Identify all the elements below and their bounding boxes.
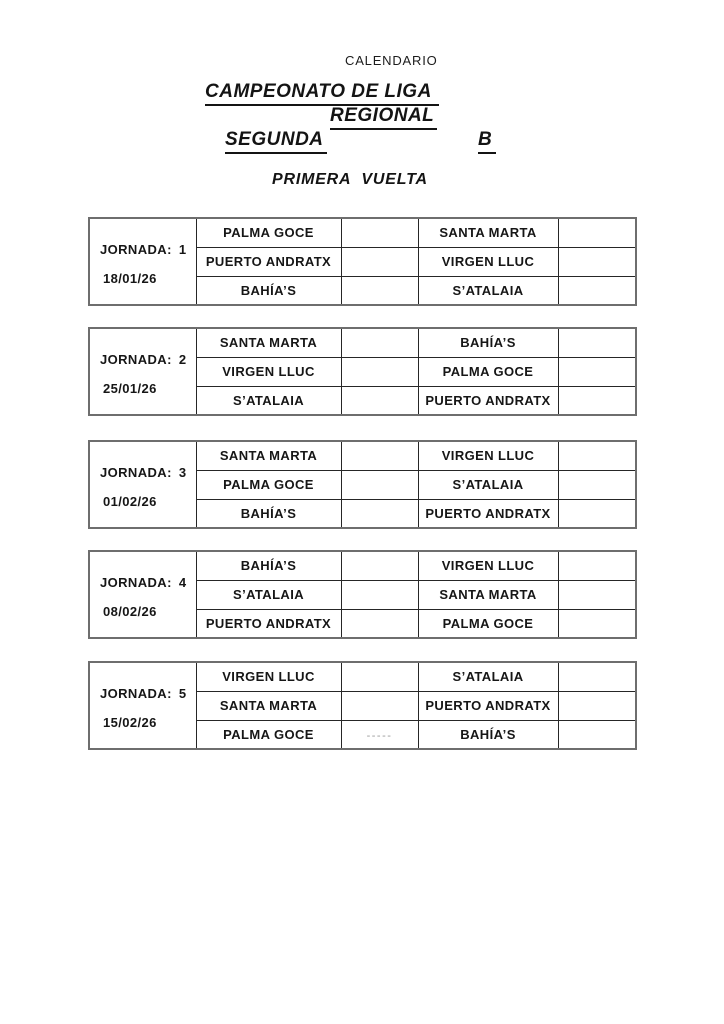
- match-separator-cell: [341, 328, 418, 357]
- match-away-team: S’ATALAIA: [418, 470, 558, 499]
- match-result-cell: [558, 662, 636, 691]
- table-row: [89, 551, 636, 580]
- table-row: [89, 328, 636, 357]
- jornada-table-5: [88, 661, 637, 750]
- match-result-cell: [558, 609, 636, 638]
- match-separator-cell: [341, 662, 418, 691]
- match-home-team: PUERTO ANDRATX: [196, 609, 341, 638]
- jornada-number: 5: [178, 685, 187, 701]
- jornada-header-cell: [89, 328, 196, 415]
- match-separator-cell: [341, 441, 418, 470]
- jornada-table-1: [88, 217, 637, 306]
- jornada-date: 25/01/26: [103, 380, 157, 396]
- title-line-1: [205, 81, 439, 106]
- match-away-team: SANTA MARTA: [418, 580, 558, 609]
- match-away-team: VIRGEN LLUC: [418, 441, 558, 470]
- jornada-date: 01/02/26: [103, 493, 157, 509]
- title-line-3-left-text: SEGUNDA: [225, 129, 327, 154]
- match-home-team: BAHÍA’S: [196, 276, 341, 305]
- jornada-date: 08/02/26: [103, 603, 157, 619]
- match-home-team: BAHÍA’S: [196, 551, 341, 580]
- match-home-team: BAHÍA’S: [196, 499, 341, 528]
- match-separator-cell: [341, 691, 418, 720]
- match-result-cell: [558, 441, 636, 470]
- match-separator-cell: [341, 247, 418, 276]
- jornada-label: JORNADA:: [100, 685, 172, 701]
- match-separator-cell: [341, 580, 418, 609]
- subtitle-word-2: VUELTA: [361, 171, 428, 188]
- jornada-header-cell: [89, 441, 196, 528]
- match-separator-cell: [341, 218, 418, 247]
- match-home-team: PALMA GOCE: [196, 720, 341, 749]
- title-line-3-right-text: B: [478, 129, 496, 154]
- match-away-team: PUERTO ANDRATX: [418, 499, 558, 528]
- match-home-team: VIRGEN LLUC: [196, 662, 341, 691]
- title-line-1-text: CAMPEONATO DE LIGA: [205, 81, 439, 106]
- match-result-cell: [558, 580, 636, 609]
- title-line-2-text: REGIONAL: [330, 105, 437, 130]
- jornada-number: 4: [178, 574, 187, 590]
- jornada-label: JORNADA:: [100, 351, 172, 367]
- jornada-number: 2: [178, 351, 187, 367]
- match-away-team: S’ATALAIA: [418, 662, 558, 691]
- jornada-table-4: [88, 550, 637, 639]
- jornada-number: 3: [178, 464, 187, 480]
- match-home-team: PUERTO ANDRATX: [196, 247, 341, 276]
- jornada-number: 1: [178, 241, 187, 257]
- match-separator-cell: [341, 276, 418, 305]
- match-away-team: PUERTO ANDRATX: [418, 386, 558, 415]
- document-kicker: CALENDARIO: [345, 53, 438, 68]
- match-result-cell: [558, 276, 636, 305]
- match-separator-cell: [341, 357, 418, 386]
- match-separator-cell: [341, 551, 418, 580]
- table-row: [89, 218, 636, 247]
- match-away-team: BAHÍA’S: [418, 720, 558, 749]
- title-line-2: [330, 105, 437, 130]
- match-home-team: VIRGEN LLUC: [196, 357, 341, 386]
- separator-text: -----: [366, 729, 393, 742]
- match-home-team: S’ATALAIA: [196, 580, 341, 609]
- jornada-table-3: [88, 440, 637, 529]
- match-result-cell: [558, 691, 636, 720]
- section-subtitle: [272, 171, 428, 189]
- match-home-team: PALMA GOCE: [196, 470, 341, 499]
- match-result-cell: [558, 218, 636, 247]
- match-result-cell: [558, 470, 636, 499]
- match-away-team: S’ATALAIA: [418, 276, 558, 305]
- match-home-team: SANTA MARTA: [196, 328, 341, 357]
- match-result-cell: [558, 247, 636, 276]
- jornada-header-cell: [89, 218, 196, 305]
- jornada-label: JORNADA:: [100, 241, 172, 257]
- jornada-label: JORNADA:: [100, 574, 172, 590]
- table-row: [89, 441, 636, 470]
- jornada-header-cell: [89, 662, 196, 749]
- table-row: [89, 662, 636, 691]
- match-separator-cell: [341, 470, 418, 499]
- match-separator-cell: [341, 499, 418, 528]
- match-away-team: PALMA GOCE: [418, 609, 558, 638]
- match-away-team: VIRGEN LLUC: [418, 247, 558, 276]
- match-away-team: PUERTO ANDRATX: [418, 691, 558, 720]
- jornada-date: 15/02/26: [103, 714, 157, 730]
- title-line-3: [225, 129, 493, 154]
- match-separator-cell: [341, 386, 418, 415]
- jornada-label: JORNADA:: [100, 464, 172, 480]
- jornada-header-cell: [89, 551, 196, 638]
- match-away-team: PALMA GOCE: [418, 357, 558, 386]
- match-home-team: SANTA MARTA: [196, 691, 341, 720]
- match-separator-cell: [341, 720, 418, 749]
- match-result-cell: [558, 551, 636, 580]
- match-result-cell: [558, 386, 636, 415]
- jornada-date: 18/01/26: [103, 270, 157, 286]
- match-result-cell: [558, 357, 636, 386]
- match-result-cell: [558, 720, 636, 749]
- match-result-cell: [558, 499, 636, 528]
- match-separator-cell: [341, 609, 418, 638]
- subtitle-word-1: PRIMERA: [272, 171, 352, 188]
- match-away-team: BAHÍA’S: [418, 328, 558, 357]
- match-home-team: SANTA MARTA: [196, 441, 341, 470]
- match-home-team: S’ATALAIA: [196, 386, 341, 415]
- match-home-team: PALMA GOCE: [196, 218, 341, 247]
- match-away-team: VIRGEN LLUC: [418, 551, 558, 580]
- match-result-cell: [558, 328, 636, 357]
- jornada-table-2: [88, 327, 637, 416]
- match-away-team: SANTA MARTA: [418, 218, 558, 247]
